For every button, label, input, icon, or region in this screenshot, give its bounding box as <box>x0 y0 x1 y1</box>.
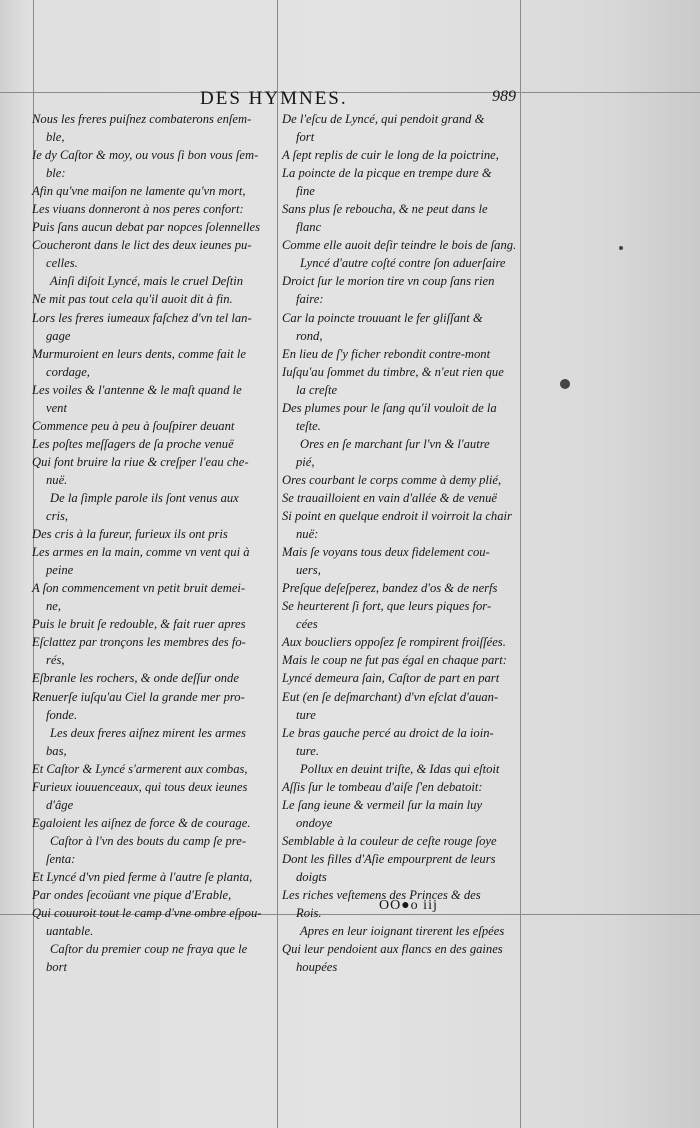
text-line: Caſtor du premier coup ne fraya que le <box>50 942 248 957</box>
text-line: pié, <box>296 454 315 469</box>
text-line: vent <box>46 400 67 415</box>
page-number: 989 <box>492 88 516 105</box>
text-line: uantable. <box>46 924 94 939</box>
text-line: doigts <box>296 869 327 884</box>
text-line: rond, <box>296 328 323 343</box>
text-line: Droict ſur le morion tire vn coup ſans rien <box>282 274 495 289</box>
text-line: ble, <box>46 130 65 145</box>
text-line: Furieux iouuenceaux, qui tous deux ieunes <box>32 779 248 794</box>
text-line: Apres en leur ioignant tirerent les eſpées <box>300 924 505 939</box>
text-line: Lors les freres iumeaux faſchez d'vn tel lan- <box>32 310 252 325</box>
text-line: nuë. <box>46 472 68 487</box>
text-line: fort <box>296 130 315 145</box>
text-line: De la ſimple parole ils ſont venus aux <box>50 490 239 505</box>
text-line: Comme elle auoit deſir teindre le bois de ſang. <box>282 238 517 253</box>
text-line: Des plumes pour le ſang qu'il vouloit de la <box>282 400 497 415</box>
text-line: Par ondes ſecoüant vne pique d'Erable, <box>32 888 232 903</box>
text-line: gage <box>46 328 71 343</box>
text-line: Afin qu'vne maiſon ne lamente qu'vn mort, <box>32 184 246 199</box>
text-line: fine <box>296 184 315 199</box>
text-line: celles. <box>46 256 78 271</box>
text-line: Le bras gauche percé au droict de la ioin- <box>282 725 494 740</box>
text-line: Les armes en la main, comme vn vent qui à <box>32 545 250 560</box>
right-text-column <box>282 110 518 976</box>
text-line: Et Caſtor & Lyncé s'armerent aux combas, <box>32 761 248 776</box>
text-line: fonde. <box>46 707 78 722</box>
signature-mark: OO●o iij <box>379 898 438 913</box>
text-line: rés, <box>46 653 65 668</box>
text-line: Ores en ſe marchant ſur l'vn & l'autre <box>300 436 490 451</box>
text-line: Qui font bruire la riue & creſper l'eau che- <box>32 454 249 469</box>
text-line: Les voiles & l'antenne & le maſt quand le <box>32 382 242 397</box>
text-line: Nous les freres puiſnez combaterons enſem- <box>32 112 252 126</box>
text-line: Eſbranle les rochers, & onde deſſur onde <box>32 671 239 686</box>
text-line: Lyncé demeura ſain, Caſtor de part en part <box>282 671 500 686</box>
text-line: Puis ſans aucun debat par nopces ſolennelles <box>32 220 261 235</box>
text-line: Les deux freres aiſnez mirent les armes <box>50 725 246 740</box>
text-line: cris, <box>46 509 69 524</box>
text-line: Qui couuroit tout le camp d'vne ombre eſpou- <box>32 906 262 921</box>
text-line: A ſon commencement vn petit bruit demei- <box>32 581 246 596</box>
text-line: ture <box>296 707 316 722</box>
text-line: Murmuroient en leurs dents, comme fait le <box>32 346 246 361</box>
text-line: cées <box>296 617 318 632</box>
text-line: Se trauailloient en vain d'allée & de venuë <box>282 490 497 505</box>
text-line: Les poſtes meſſagers de ſa proche venuë <box>32 436 234 451</box>
text-line: Egaloient les aiſnez de force & de courage. <box>32 815 251 830</box>
text-line: ne, <box>46 599 62 614</box>
text-line: Ne mit pas tout cela qu'il auoit dit à fin. <box>32 292 233 307</box>
text-line: bas, <box>46 743 67 758</box>
text-line: Puis le bruit ſe redouble, & fait ruer apres <box>32 617 246 632</box>
text-line: ble: <box>46 166 66 181</box>
text-line: ture. <box>296 743 319 758</box>
text-line: peine <box>46 563 74 578</box>
text-line: bort <box>46 960 67 975</box>
column-rule-right <box>520 0 521 1128</box>
text-line: cordage, <box>46 364 90 379</box>
header-rule <box>0 92 700 93</box>
left-text-column <box>32 110 270 976</box>
text-line: Car la poincte trouuant le fer gliſſant & <box>282 310 483 325</box>
text-line: Qui leur pendoient aux flancs en des gaines <box>282 942 503 957</box>
text-line: Ie dy Caſtor & moy, ou vous ſi bon vous ſem- <box>32 148 259 163</box>
running-header: DES HYMNES. <box>200 88 348 109</box>
text-line: La poincte de la picque en trempe dure & <box>282 166 492 181</box>
text-line: Sans plus ſe reboucha, & ne peut dans le <box>282 202 488 217</box>
text-line: la creſte <box>296 382 338 397</box>
text-line: flanc <box>296 220 322 235</box>
text-line: Eſclattez par tronçons les membres des fo- <box>32 635 246 650</box>
ink-spot <box>560 379 570 389</box>
text-line: Le ſang ieune & vermeil ſur la main luy <box>282 797 483 812</box>
text-line: A ſept replis de cuir le long de la poictrine, <box>282 148 499 163</box>
text-line: Ores courbant le corps comme à demy plié, <box>282 472 502 487</box>
text-line: faire: <box>296 292 324 307</box>
text-line: Et Lyncé d'vn pied ferme à l'autre ſe planta, <box>32 869 253 884</box>
text-line: Mais ſe voyans tous deux fidelement cou- <box>282 545 490 560</box>
text-line: Si point en quelque endroit il voirroit la chair <box>282 509 512 524</box>
text-line: Semblable à la couleur de ceſte rouge ſoye <box>282 833 497 848</box>
text-line: Les viuans donneront à nos peres confort: <box>32 202 244 217</box>
text-line: Mais le coup ne fut pas égal en chaque part: <box>282 653 507 668</box>
text-line: Iuſqu'au ſommet du timbre, & n'eut rien que <box>282 364 504 379</box>
text-line: Des cris à la fureur, furieux ils ont pris <box>32 527 228 542</box>
text-line: houpées <box>296 960 338 975</box>
text-line: Coucheront dans le lict des deux ieunes pu- <box>32 238 252 253</box>
text-line: Renuerſe iuſqu'au Ciel la grande mer pro- <box>32 689 245 704</box>
text-line: Eut (en ſe deſmarchant) d'vn eſclat d'auan- <box>282 689 499 704</box>
text-line: ondoye <box>296 815 333 830</box>
ink-spot <box>619 246 623 250</box>
text-line: uers, <box>296 563 321 578</box>
text-line: Les riches veſtemens des Princes & des <box>282 888 481 903</box>
text-line: Se heurterent ſi fort, que leurs piques for- <box>282 599 492 614</box>
text-line: teſte. <box>296 418 321 433</box>
text-line: Aux boucliers oppoſez ſe rompirent froiſſées. <box>282 635 506 650</box>
text-line: Preſque deſeſperez, bandez d'os & de nerfs <box>282 581 498 596</box>
text-line: Ainſi diſoit Lyncé, mais le cruel Deſtin <box>50 274 244 289</box>
text-line: De l'eſcu de Lyncé, qui pendoit grand & <box>282 112 485 126</box>
text-line: Commence peu à peu à ſouſpirer deuant <box>32 418 235 433</box>
text-line: Aſſis ſur le tombeau d'aiſe ſ'en debatoit: <box>282 779 483 794</box>
text-line: d'âge <box>46 797 74 812</box>
text-line: Pollux en deuint triſte, & Idas qui eſtoit <box>300 761 500 776</box>
text-line: Caſtor à l'vn des bouts du camp ſe pre- <box>50 833 247 848</box>
text-line: ſenta: <box>46 851 76 866</box>
text-line: nuë: <box>296 527 319 542</box>
text-line: Rois. <box>296 906 322 921</box>
text-line: En lieu de ſ'y ficher rebondit contre-mont <box>282 346 491 361</box>
text-line: Dont les filles d'Aſie empourprent de leurs <box>282 851 496 866</box>
text-line: Lyncé d'autre coſté contre ſon aduerſaire <box>300 256 506 271</box>
column-rule-middle <box>277 0 278 1128</box>
